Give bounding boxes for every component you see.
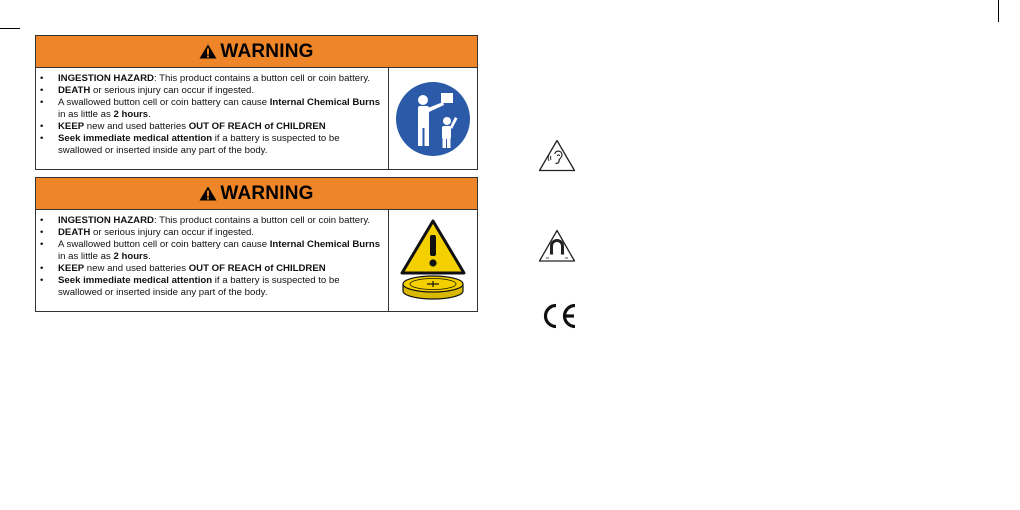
bullet-text: . [148, 109, 151, 120]
bullet-bold-text: OUT OF REACH of CHILDREN [188, 263, 326, 274]
warning-bullet [40, 73, 384, 85]
warning-bullet [40, 227, 384, 239]
bullet-bold-text: INGESTION HAZARD [58, 73, 154, 84]
warning-bullet [40, 121, 384, 133]
bullet-bold-text: OUT OF REACH of CHILDREN [188, 121, 326, 132]
warning-title: WARNING [220, 182, 314, 204]
bullet-bold-text: Seek immediate medical attention [58, 133, 213, 144]
bullet-text: in as little as [58, 109, 114, 120]
bullet-text: or serious injury can occur if ingested. [90, 227, 255, 238]
warning-label-2 [35, 177, 478, 312]
warning-bullet [40, 85, 384, 97]
bullet-text: or serious injury can occur if ingested. [90, 85, 255, 96]
bullet-text: if a battery is suspected to be swallowed or inserted inside any part of the body. [58, 275, 340, 298]
bullet-bold-text: Seek immediate medical attention [58, 275, 213, 286]
bullet-text: A swallowed button cell or coin battery can cause [58, 97, 270, 108]
warning-triangle-icon [199, 44, 217, 59]
warning-bullet [40, 97, 384, 121]
bullet-text: . [148, 251, 151, 262]
bullet-bold-text: Internal Chemical Burns [269, 97, 381, 108]
keep-out-of-reach-of-children-icon [395, 81, 471, 157]
magnet-warning-icon [538, 229, 576, 263]
warning-bullet-list [40, 215, 384, 299]
warning-bullet [40, 263, 384, 275]
bullet-text: : This product contains a button cell or coin battery. [153, 73, 371, 84]
bullet-bold-text: KEEP [58, 263, 85, 274]
crop-mark-left [0, 28, 20, 29]
warning-bullet [40, 215, 384, 227]
bullet-text: new and used batteries [84, 121, 189, 132]
warning-label-1 [35, 35, 478, 170]
bullet-bold-text: INGESTION HAZARD [58, 215, 154, 226]
bullet-text: if a battery is suspected to be swallowed or inserted inside any part of the body. [58, 133, 340, 156]
bullet-text: A swallowed button cell or coin battery can cause [58, 239, 270, 250]
warning-bullet [40, 239, 384, 263]
bullet-text: in as little as [58, 251, 114, 262]
bullet-text: : This product contains a button cell or coin battery. [153, 215, 371, 226]
warning-triangle-icon [199, 186, 217, 201]
warning-bullet [40, 133, 384, 157]
bullet-bold-text: 2 hours [113, 251, 149, 262]
warning-bullet-list [40, 73, 384, 157]
coin-battery-hazard-icon [400, 219, 466, 303]
crop-mark-right [998, 0, 999, 22]
bullet-bold-text: 2 hours [113, 109, 149, 120]
bullet-bold-text: DEATH [58, 85, 91, 96]
bullet-bold-text: KEEP [58, 121, 85, 132]
ce-mark-icon [541, 302, 579, 330]
warning-bullet [40, 275, 384, 299]
bullet-bold-text: Internal Chemical Burns [269, 239, 381, 250]
hearing-damage-warning-icon [538, 139, 576, 172]
bullet-text: new and used batteries [84, 263, 189, 274]
warning-header [36, 178, 477, 210]
bullet-bold-text: DEATH [58, 227, 91, 238]
warning-header [36, 36, 477, 68]
warning-title: WARNING [220, 40, 314, 62]
